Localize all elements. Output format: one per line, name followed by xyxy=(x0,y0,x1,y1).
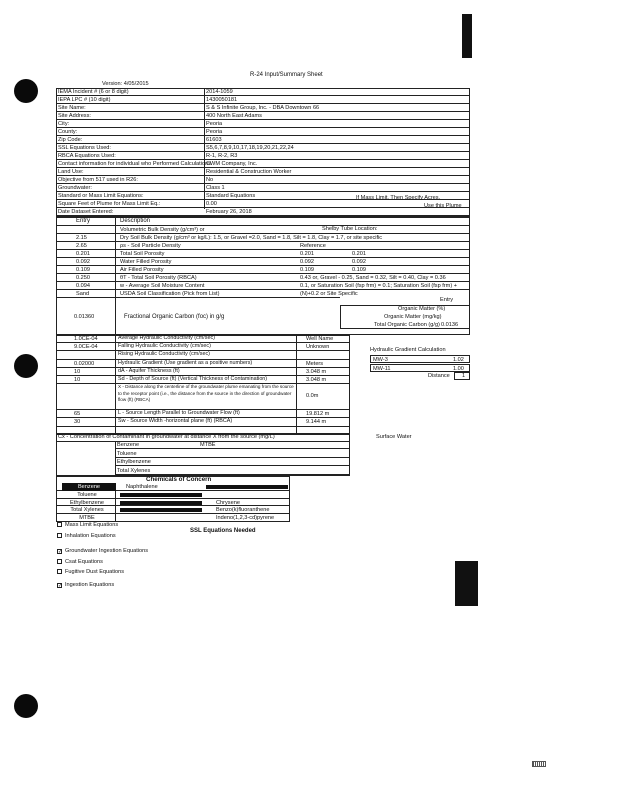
scan-edge-mark-side xyxy=(455,561,478,606)
soil-entry: 0.109 xyxy=(76,267,90,273)
gw-reference: Meters xyxy=(306,360,324,367)
chemical-row xyxy=(56,483,290,491)
soil-reference: Reference xyxy=(300,243,326,249)
hydraulic-row xyxy=(370,364,470,372)
site-info-label: Objective from 517 used in R26: xyxy=(58,177,138,183)
site-info-label: Zip Code: xyxy=(58,137,83,143)
site-info-label: IEPA LPC # (10 digit) xyxy=(58,97,111,103)
site-info-row xyxy=(56,88,470,96)
gw-entry: 65 xyxy=(74,411,81,418)
equation-checkbox-row[interactable] xyxy=(57,533,116,540)
site-info-row xyxy=(56,208,470,216)
foc-entry: 0.01360 xyxy=(74,314,95,320)
equation-checkbox-row[interactable] xyxy=(57,569,124,576)
cx-chemical: Total Xylenes xyxy=(117,467,151,474)
gw-reference: 0.0m xyxy=(306,393,319,400)
binder-hole-bottom xyxy=(14,694,38,718)
soil-description: ρs - Soil Particle Density xyxy=(120,243,181,249)
site-info-value: 1430050181 xyxy=(206,97,238,103)
chemical-right: Benzo(k)fluoranthene xyxy=(216,507,270,514)
chemical-row xyxy=(56,491,290,499)
gw-row xyxy=(56,410,350,418)
gw-reference: Well Name xyxy=(306,336,334,342)
chemical-row xyxy=(56,506,290,514)
site-info-value: No xyxy=(206,177,214,183)
checkbox-unchecked-icon[interactable] xyxy=(57,559,62,564)
gw-row xyxy=(56,335,350,343)
page-title: R-24 Input/Summary Sheet xyxy=(250,72,323,78)
site-info-label: RBCA Equations Used: xyxy=(58,153,116,159)
soil-entry: 2.65 xyxy=(76,243,87,249)
site-info-value: 400 North East Adams xyxy=(206,113,262,119)
shelby-tube-header: Shelby Tube Location: xyxy=(322,226,378,232)
cx-chemical: Toluene xyxy=(117,450,137,457)
soil-row xyxy=(56,226,470,234)
chemical-redaction-bar xyxy=(120,493,202,497)
distance-value: 1 xyxy=(462,373,466,379)
equation-checkbox-row[interactable] xyxy=(57,582,114,589)
gw-description: Sw - Source Width -horizontal plane (ft) (RBCA) xyxy=(118,418,233,425)
chemical-right: Naphthalene xyxy=(126,484,158,490)
soil-entry-header: Entry xyxy=(76,218,91,224)
site-info-value: S & S Infinite Group, Inc. - DBA Downtown 66 xyxy=(206,105,320,111)
equation-checkbox-label: Groundwater Ingestion Equations xyxy=(65,548,149,554)
site-info-value: Class 1 xyxy=(206,185,225,191)
ssl-equations-needed: SSL Equations Needed xyxy=(190,528,256,534)
site-info-label: Date Dataset Entered: xyxy=(58,209,114,215)
soil-reference: 0.43 or, Gravel - 0.25, Sand = 0.32, Silt = 0.40, Clay = 0.36 xyxy=(300,275,446,281)
site-info-label: Land Use: xyxy=(58,169,84,175)
gw-description: Hydraulic Gradient (Use gradient as a positive numbers) xyxy=(118,359,253,366)
chemical-right: Chrysene xyxy=(216,499,240,506)
site-info-value: Residential & Construction Worker xyxy=(206,169,292,175)
gw-row xyxy=(56,343,350,351)
site-info-value: Standard Equations xyxy=(206,193,256,199)
chemical-left: MTBE xyxy=(79,515,95,522)
gw-reference: 3.048 m xyxy=(306,368,327,375)
gw-entry: 9.0CE-04 xyxy=(74,344,98,351)
soil-reference-default: 0.201 xyxy=(352,251,366,257)
gw-description: L - Source Length Parallel to Groundwater Flow (ft) xyxy=(118,410,240,417)
gw-entry: 1.0CE-04 xyxy=(74,336,98,342)
soil-description: Dry Soil Bulk Density (g/cm³ or kg/L): 1.5, or Gravel =2.0, Sand = 1.8, Silt = 1.8, Clay = 1.7, or site specific xyxy=(120,235,383,241)
cx-mtbe-label: MTBE xyxy=(200,442,216,448)
soil-description: Water Filled Porosity xyxy=(120,259,172,265)
site-info-row xyxy=(56,136,470,144)
checkbox-checked-icon[interactable]: ✓ xyxy=(58,549,63,555)
foc-description: Fractional Organic Carbon (foc) in g/g xyxy=(124,314,225,320)
soil-entry: 0.092 xyxy=(76,259,90,265)
total-organic-carbon-value: 0.0136 xyxy=(441,322,459,328)
gw-description: Rising Hydraulic Conductivity (cm/sec) xyxy=(118,351,210,358)
cx-title: Cx - Concentration of Contaminant in groundwater at distance X from the source (mg/L) xyxy=(58,434,275,440)
gw-row xyxy=(56,360,350,368)
equation-checkbox-row[interactable] xyxy=(57,559,103,566)
checkbox-checked-icon[interactable]: ✓ xyxy=(58,583,63,589)
soil-description: θT - Total Soil Porosity (RBCA) xyxy=(120,275,197,281)
gw-description: Average Hydraulic Conductivity (cm/sec) xyxy=(118,335,215,341)
soil-reference: 0.1, or Saturation Soil (fsp frm) = 0.1; Saturation Soil (fsp frm) + (N)+0.2 or Site Specific xyxy=(300,283,457,297)
site-info-row xyxy=(56,144,470,152)
site-info-row xyxy=(56,152,470,160)
mass-limit-note: If Mass Limit, Then Specify Acres. xyxy=(356,195,441,201)
site-info-value: 61603 xyxy=(206,137,222,143)
soil-row xyxy=(56,242,470,250)
soil-row xyxy=(56,290,340,298)
site-info-row xyxy=(56,168,470,176)
site-info-label: Contact information for individual who Performed Calculations xyxy=(58,161,211,167)
site-info-value: 0.00 xyxy=(206,201,217,207)
version-label: Version: 4/05/2015 xyxy=(102,81,149,87)
site-info-value: S5,6,7,8,9,10,17,18,19,20,21,22,24 xyxy=(206,145,294,151)
equation-checkbox-label: Csat Equations xyxy=(65,559,103,565)
chemical-redaction-bar xyxy=(206,485,288,489)
soil-description: Volumetric Bulk Density (g/cm³) or xyxy=(120,227,205,233)
soil-entry: 0.201 xyxy=(76,251,90,257)
gw-entry: 10 xyxy=(74,377,81,383)
hydraulic-row xyxy=(370,355,470,363)
organic-entry-header: Entry xyxy=(440,297,454,303)
gw-description: Falling Hydraulic Conductivity (cm/sec) xyxy=(118,343,211,350)
site-info-row xyxy=(56,184,470,192)
gw-entry: 0.02000 xyxy=(74,360,95,367)
cx-row xyxy=(115,441,350,449)
soil-description: Air Filled Porosity xyxy=(120,267,164,273)
site-info-row xyxy=(56,120,470,128)
soil-description: Total Soil Porosity xyxy=(120,251,165,257)
site-info-label: Standard or Mass Limit Equations: xyxy=(58,193,144,199)
chemical-row xyxy=(56,499,290,507)
hydraulic-gradient-title: Hydraulic Gradient Calculation xyxy=(370,347,446,353)
equation-checkbox-label: Fugitive Dust Equations xyxy=(65,569,125,575)
soil-description: w - Average Soil Moisture Content xyxy=(120,283,205,289)
gw-entry: 10 xyxy=(74,368,81,375)
soil-reference-default: 0.092 xyxy=(352,259,366,265)
gw-description: dA - Aquifer Thickness (ft) xyxy=(118,367,180,374)
chemical-left: Toluene xyxy=(77,491,97,498)
equation-checkbox-label: Inhalation Equations xyxy=(65,533,116,539)
soil-row xyxy=(56,266,470,274)
surface-water-label: Surface Water xyxy=(376,434,412,440)
gw-reference: 9.144 m xyxy=(306,419,327,426)
checkbox-unchecked-icon[interactable] xyxy=(57,522,62,527)
site-info-value: R-1, R-2, R3 xyxy=(206,153,238,159)
equation-checkbox-label: Ingestion Equations xyxy=(65,582,115,588)
equation-checkbox-row[interactable] xyxy=(57,522,118,529)
chemical-left: Total Xylenes xyxy=(70,507,104,514)
gw-row xyxy=(56,376,350,384)
gw-row xyxy=(56,418,350,426)
soil-row xyxy=(56,250,470,258)
soil-description: USDA Soil Classification (Pick from List) xyxy=(120,291,220,297)
chemical-redaction-bar xyxy=(120,508,202,512)
soil-entry: Sand xyxy=(76,291,90,297)
use-plume-note: Use this Plume xyxy=(424,203,462,209)
organic-matter-mgkg-label: Organic Matter (mg/kg) xyxy=(384,314,442,320)
scan-edge-mark-top xyxy=(462,14,472,58)
site-info-row xyxy=(56,112,470,120)
site-info-label: SSL Equations Used: xyxy=(58,145,111,151)
site-info-label: IEMA Incident # (6 or 8 digit) xyxy=(58,89,129,95)
soil-entry: 2.15 xyxy=(76,235,87,241)
well-elevation: 1.00 xyxy=(453,366,464,372)
site-info-value: CWM Company, Inc. xyxy=(206,161,258,167)
chemical-row xyxy=(56,514,290,522)
soil-reference-default: 0.109 xyxy=(352,267,366,273)
site-info-label: County: xyxy=(58,129,78,135)
site-info-row xyxy=(56,160,470,168)
gw-reference: 19.812 m xyxy=(306,411,330,418)
site-info-row xyxy=(56,96,470,104)
chemical-right: Indeno(1,2,3-cd)pyrene xyxy=(216,515,275,522)
site-info-value: Peoria xyxy=(206,129,223,135)
cx-chemical: Ethylbenzene xyxy=(117,459,151,466)
gw-row xyxy=(56,351,350,359)
site-info-value: 2014-1059 xyxy=(206,89,233,95)
binder-hole-middle xyxy=(14,354,38,378)
equation-checkbox-label: Mass Limit Equations xyxy=(65,522,119,528)
cx-row xyxy=(115,458,350,466)
site-info-row xyxy=(56,128,470,136)
cx-row xyxy=(115,450,350,458)
scan-corner-mark xyxy=(532,761,546,767)
gw-description: X - Distance along the centerline of the groundwater plume emanating from the source to the receptor point (i.e., the distance from the source in the direction of groundwater flow (ft) (RBCA) xyxy=(118,384,294,403)
soil-row xyxy=(56,274,470,282)
equation-checkbox-row[interactable] xyxy=(57,548,148,555)
soil-row xyxy=(56,258,470,266)
soil-entry: 0.094 xyxy=(76,283,90,289)
checkbox-unchecked-icon[interactable] xyxy=(57,533,62,538)
site-info-label: Site Name: xyxy=(58,105,86,111)
gw-row xyxy=(56,368,350,376)
cx-chemical: Benzene xyxy=(117,442,140,448)
site-info-value: Peoria xyxy=(206,121,223,127)
soil-reference: 0.092 xyxy=(300,259,314,265)
site-info-row xyxy=(56,176,470,184)
checkbox-unchecked-icon[interactable] xyxy=(57,569,62,574)
chemical-left: Benzene xyxy=(62,483,116,491)
site-info-label: Groundwater: xyxy=(58,185,92,191)
gw-reference: Unknown xyxy=(306,344,330,351)
distance-label: Distance xyxy=(428,373,450,379)
chemicals-of-concern-title: Chemicals of Concern xyxy=(146,476,212,483)
well-elevation: 1.02 xyxy=(453,357,464,363)
well-name: MW-3 xyxy=(373,357,388,363)
total-organic-carbon-label: Total Organic Carbon (g/g) xyxy=(374,322,440,328)
site-info-label: Site Address: xyxy=(58,113,91,119)
chemical-redaction-bar xyxy=(120,501,202,505)
soil-entry: 0.250 xyxy=(76,275,90,281)
cx-row xyxy=(115,467,350,475)
site-info-label: City: xyxy=(58,121,70,127)
site-info-row xyxy=(56,104,470,112)
site-info-value: February 26, 2018 xyxy=(206,209,252,215)
gw-entry: 30 xyxy=(74,419,81,426)
soil-reference: 0.201 xyxy=(300,251,314,257)
chemical-left: Ethylbenzene xyxy=(70,499,104,506)
well-name: MW-11 xyxy=(373,366,391,372)
site-info-label: Square Feet of Plume for Mass Limit Eq.: xyxy=(58,201,161,207)
gw-row xyxy=(56,384,350,410)
gw-description: Sd - Depth of Source (ft) (Vertical Thickness of Contamination) xyxy=(118,376,268,382)
organic-matter-percent-label: Organic Matter (%) xyxy=(398,306,446,312)
soil-description-header: Description xyxy=(120,218,151,224)
binder-hole-top xyxy=(14,79,38,103)
gw-reference: 3.048 m xyxy=(306,377,327,383)
soil-reference: 0.109 xyxy=(300,267,314,273)
soil-row xyxy=(56,234,470,242)
